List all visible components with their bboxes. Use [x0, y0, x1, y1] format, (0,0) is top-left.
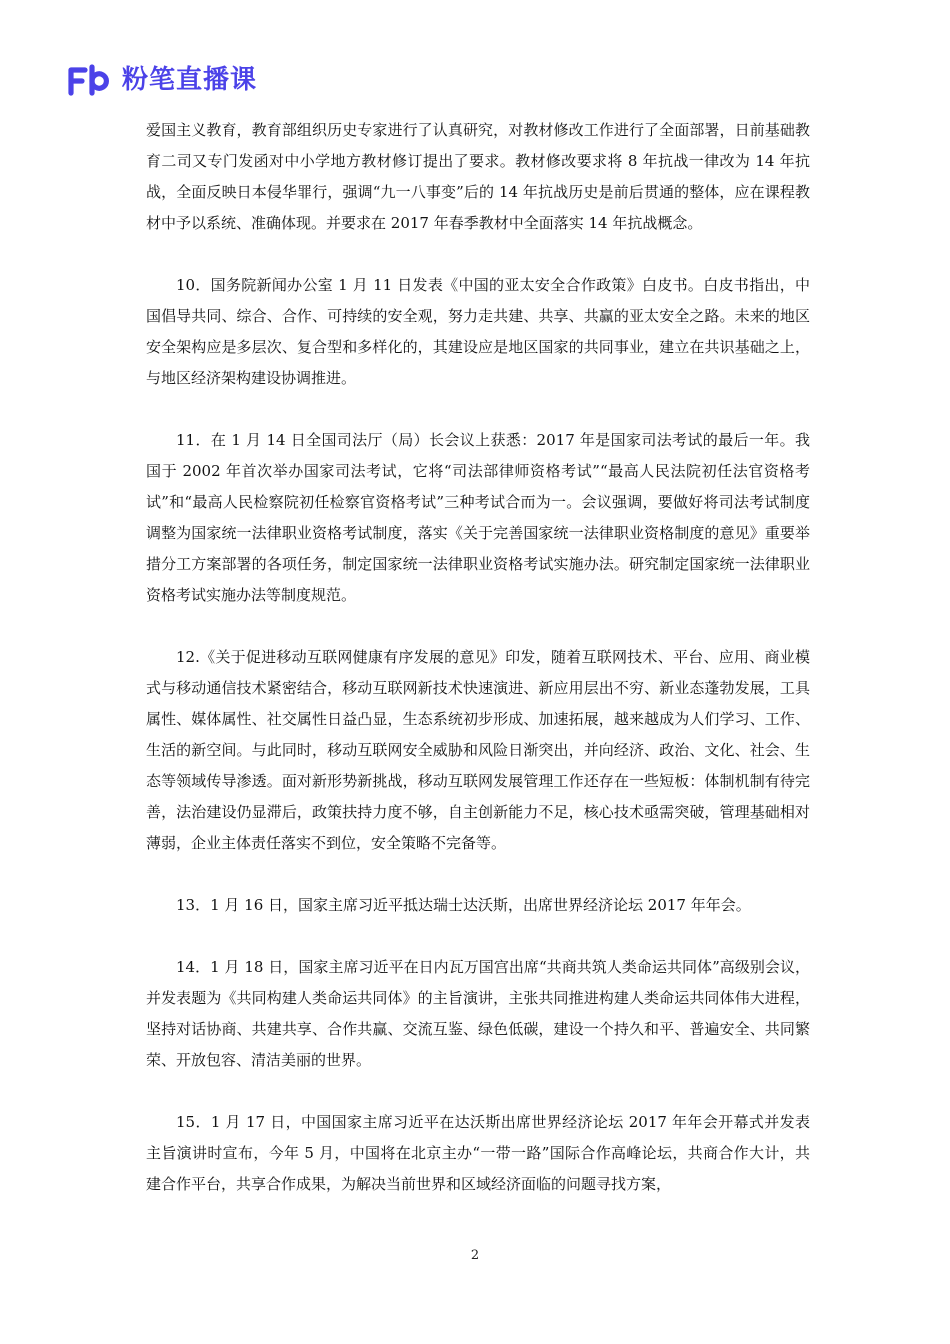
paragraph: 14．1 月 18 日，国家主席习近平在日内瓦万国宫出席“共商共筑人类命运共同体”高级别会议，并发表题为《共同构建人类命运共同体》的主旨演讲，主张共同推进构建人类命运共同体伟大进程，坚持对话协商、共建共享、合作共赢、交流互鉴、绿色低碳，建设一个持久和平、普遍安全、共同繁荣、开放包容、清洁美丽的世界。 — [146, 958, 810, 1069]
header — [66, 62, 257, 98]
paragraph: 爱国主义教育，教育部组织历史专家进行了认真研究，对教材修改工作进行了全面部署，日前基础教育二司又专门发函对中小学地方教材修订提出了要求。教材修改要求将 8 年抗战一律改为 14 年抗战，全面反映日本侵华罪行，强调“九一八事变”后的 14 年抗战历史是前后贯通的整体，应在课程教材中予以系统、准确体现。并要求在 2017 年春季教材中全面落实 14 年抗战概念。 — [146, 121, 810, 232]
paragraph: 12.《关于促进移动互联网健康有序发展的意见》印发，随着互联网技术、平台、应用、商业模式与移动通信技术紧密结合，移动互联网新技术快速演进、新应用层出不穷、新业态蓬勃发展，工具属性、媒体属性、社交属性日益凸显，生态系统初步形成、加速拓展，越来越成为人们学习、工作、生活的新空间。与此同时，移动互联网安全威胁和风险日渐突出，并向经济、政治、文化、社会、生态等领域传导渗透。面对新形势新挑战，移动互联网发展管理工作还存在一些短板：体制机制有待完善，法治建设仍显滞后，政策扶持力度不够，自主创新能力不足，核心技术亟需突破，管理基础相对薄弱，企业主体责任落实不到位，安全策略不完备等。 — [146, 648, 810, 852]
paragraph: 15．1 月 17 日，中国国家主席习近平在达沃斯出席世界经济论坛 2017 年年会开幕式并发表主旨演讲时宣布，今年 5 月，中国将在北京主办“一带一路”国际合作高峰论坛，共商合作大计，共建合作平台，共享合作成果，为解决当前世界和区域经济面临的问题寻找方案， — [146, 1113, 810, 1193]
fenbi-logo-icon — [66, 64, 116, 96]
page-number: 2 — [470, 1248, 480, 1263]
document-body — [146, 115, 810, 1200]
paragraph: 10．国务院新闻办公室 1 月 11 日发表《中国的亚太安全合作政策》白皮书。白皮书指出，中国倡导共同、综合、合作、可持续的安全观，努力走共建、共享、共赢的亚太安全之路。未来的地区安全架构应是多层次、复合型和多样化的，其建设应是地区国家的共同事业，建立在共识基础之上，与地区经济架构建设协调推进。 — [146, 276, 810, 387]
paragraph: 13．1 月 16 日，国家主席习近平抵达瑞士达沃斯，出席世界经济论坛 2017 年年会。 — [176, 896, 751, 914]
paragraph: 11．在 1 月 14 日全国司法厅（局）长会议上获悉：2017 年是国家司法考试的最后一年。我国于 2002 年首次举办国家司法考试，它将“司法部律师资格考试”“最高人民法院初任法官资格考试”和“最高人民检察院初任检察官资格考试”三种考试合而为一。会议强调，要做好将司法考试制度调整为国家统一法律职业资格考试制度，落实《关于完善国家统一法律职业资格制度的意见》重要举措分工方案部署的各项任务，制定国家统一法律职业资格考试实施办法。研究制定国家统一法律职业资格考试实施办法等制度规范。 — [146, 431, 810, 604]
brand-name: 粉笔直播课 — [122, 65, 258, 95]
